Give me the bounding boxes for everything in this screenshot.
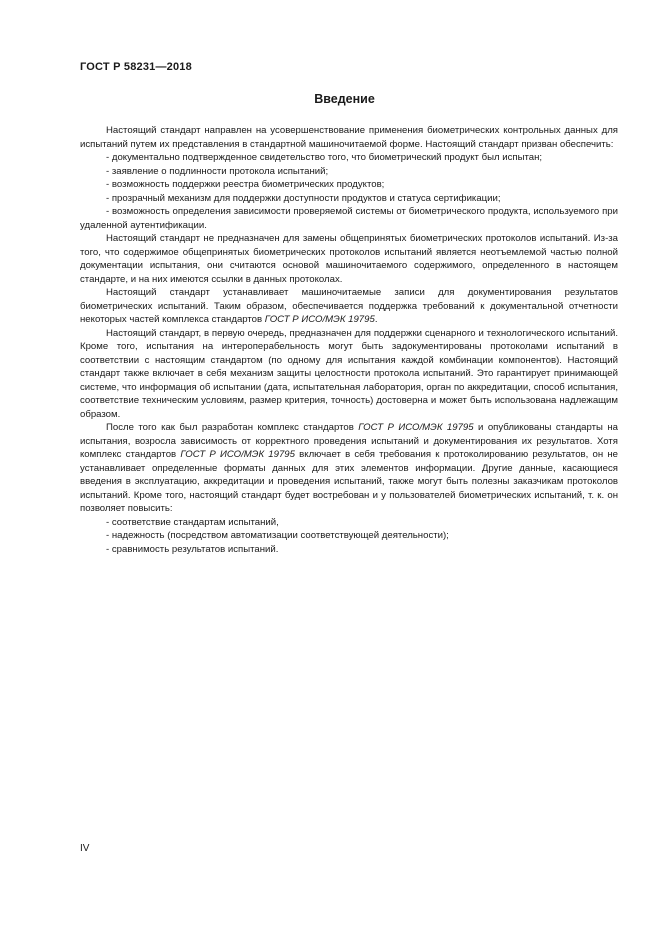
list-item: - прозрачный механизм для поддержки доступности продуктов и статуса сертификации; <box>106 192 501 204</box>
list-item: - возможность определения зависимости проверяемой системы от биометрического продукта, используемого при удаленной аутентификации. <box>80 206 618 231</box>
standard-reference: ГОСТ Р ИСО/МЭК 19795 <box>180 449 295 460</box>
list-item: - заявление о подлинности протокола испытаний; <box>106 165 329 177</box>
list-item: - сравнимость результатов испытаний. <box>106 543 279 555</box>
paragraph: Настоящий стандарт не предназначен для замены общепринятых биометрических протоколов испытаний. Из-за того, что содержимое общепринятых биометрических протоколов испытаний является неотъемлемой частью полной документации испытания, они считаются основой машиночитаемого содержимого, определенного в настоящем стандарте, и на них имеются ссылки в данных протоколах. <box>80 233 618 285</box>
document-code: ГОСТ Р 58231—2018 <box>80 61 192 73</box>
standard-reference: ГОСТ Р ИСО/МЭК 19795 <box>358 422 474 433</box>
paragraph: Настоящий стандарт направлен на усовершенствование применения биометрических контрольных данных для испытаний путем их представления в стандартной машиночитаемой форме. Настоящий стандарт призван обеспечить: <box>80 125 618 150</box>
paragraph: Настоящий стандарт устанавливает машиночитаемые записи для документирования результатов биометрических испытаний. Таким образом, обеспечивается поддержка требований к документальной отчетности некоторых частей комплекса стандартов ГОСТ Р ИСО/МЭК 19795. <box>80 287 618 325</box>
paragraph-text: включает в себя требования к протоколированию результатов, он не устанавливает определенные форматы данных для этих элементов информации. Другие данные, касающиеся введения в эксплуатацию, аккредитации и проведения испытаний, также могут быть полезны заказчикам протоколов испытаний. Кроме того, настоящий стандарт будет востребован и у пользователей биометрических испытаний, т. к. он позволяет повысить: <box>80 449 618 514</box>
list-item: - документально подтвержденное свидетельство того, что биометрический продукт был испытан; <box>106 152 543 163</box>
paragraph: Настоящий стандарт, в первую очередь, предназначен для поддержки сценарного и технологического испытаний. Кроме того, испытания на интероперабельность могут быть задокументированы протоколами испытаний в соответствии с настоящим стандартом (по одному для испытания каждой комбинации компонентов). Настоящий стандарт также включает в себя механизм защиты целостности протокола испытаний. Это гарантирует принимающей системе, что информация об испытании (дата, испытательная лаборатория, орган по аккредитации, способ испытания, соответствие техническим условиям, размер критерия, точность) достоверна и может быть использована надлежащим образом. <box>80 327 618 420</box>
document-body <box>80 124 618 556</box>
section-title: Введение <box>314 92 375 106</box>
list-item: - соответствие стандартам испытаний, <box>106 516 279 528</box>
page-number: IV <box>80 843 90 854</box>
paragraph-text: и опубликованы стандарты на испытания, возросла зависимость от корректного проведения испытаний и документирования их результатов. Хотя комплекс стандартов <box>80 422 618 460</box>
paragraph-text: Настоящий стандарт устанавливает машиночитаемые записи для документирования результатов биометрических испытаний. Таким образом, обеспечивается поддержка требований к документальной отчетности некоторых частей комплекса стандартов <box>80 287 618 325</box>
paragraph <box>80 421 618 516</box>
standard-reference: ГОСТ Р ИСО/МЭК 19795 <box>264 314 375 325</box>
list-item: - надежность (посредством автоматизации соответствующей деятельности); <box>106 530 449 541</box>
paragraph-text: После того как был разработан комплекс стандартов <box>106 422 354 433</box>
list-item: - возможность поддержки реестра биометрических продуктов; <box>106 179 385 190</box>
